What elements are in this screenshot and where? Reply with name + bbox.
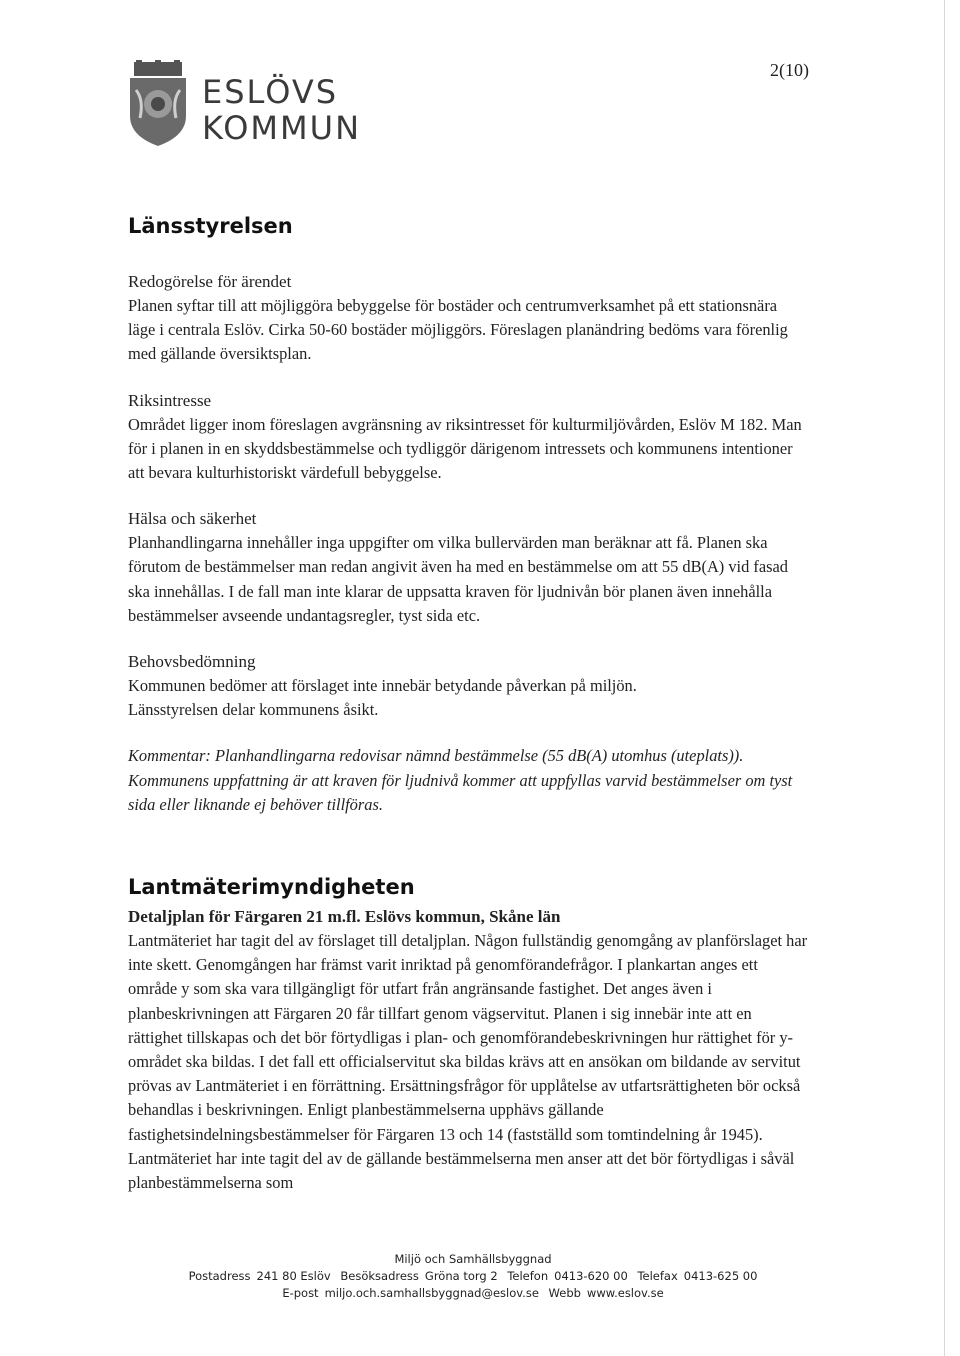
section-redogorelse xyxy=(128,270,808,367)
riksintresse-heading: Riksintresse xyxy=(128,390,212,410)
redogorelse-text: Planen syftar till att möjliggöra bebyggelse för bostäder och centrumverksamhet på ett stationsnära läge i centrala Eslöv. Cirka 50-60 bostäder möjliggörs. Föreslagen planändring bedöms vara förenlig med gällande översiktsplan. xyxy=(128,296,788,364)
footer-postadress: 241 80 Eslöv xyxy=(256,1269,331,1283)
footer-telefon: 0413-620 00 xyxy=(554,1269,628,1283)
behov-heading: Behovsbedömning xyxy=(128,652,256,672)
footer-telefax-label: Telefax xyxy=(637,1269,678,1283)
behov-line-2: Länsstyrelsen delar kommunens åsikt. xyxy=(128,700,379,720)
halsa-text: Planhandlingarna innehåller inga uppgifter om vilka bullervärden man beräknar att få. Planen ska förutom de bestämmelser man redan angivit även ha med en bestämmelse om att 55 dB(A) vid fasad ska innehållas. I de fall man inte klarar de uppsatta kraven för ljudnivån bör planen även innehålla bestämmelser avseende undantagsregler, tyst sida etc. xyxy=(128,533,788,625)
footer-besoksadress-label: Besöksadress xyxy=(340,1269,419,1283)
footer-department: Miljö och Samhällsbyggnad xyxy=(394,1252,552,1266)
heading-lantmaterimyndigheten: Lantmäterimyndigheten xyxy=(128,875,415,900)
footer-telefon-label: Telefon xyxy=(507,1269,549,1283)
footer-contact-line xyxy=(0,1285,946,1302)
behov-line-1: Kommunen bedömer att förslaget inte innebär betydande påverkan på miljön. xyxy=(128,676,637,696)
page-number: 2(10) xyxy=(770,60,809,80)
coat-of-arms-icon xyxy=(126,60,190,146)
lantmateri-text: Lantmäteriet har tagit del av förslaget till detaljplan. Någon fullständig genomgång av planförslaget har inte skett. Genomgången har främst varit inriktad på genomförandefrågor. I plankartan anges ett område y som ska vara tillgängligt för utfart från angränsande fastighet. Det anges även i planbeskrivningen att Färgaren 20 får tillfart genom vägservitut. Planen i sig innebär inte att en rättighet tillskapas och det bör förtydligas i plan- och genomförandebeskrivningen hur rättighet för y-området ska bildas. I det fall ett officialservitut ska bildas krävs att en ansökan om bildande av servitut prövas av Lantmäteriet i en förrättning. Ersättningsfrågor för upplåtelse av utfartsrättigheten bör också behandlas i beskrivningen. Enligt planbestämmelserna upphävs gällande fastighetsindelningsbestämmelser för Färgaren 13 och 14 (fastställd som tomtindelning år 1945). Lantmäteriet har inte tagit del av de gällande bestämmelserna men anser att det bör förtydligas i såväl planbestämmelserna som xyxy=(128,931,808,1193)
heading-lansstyrelsen: Länsstyrelsen xyxy=(128,214,293,238)
logo-line-1: ESLÖVS xyxy=(202,73,339,111)
footer-address-line xyxy=(0,1268,946,1285)
kommentar-line-2: Kommunens uppfattning är att kraven för ljudnivå kommer att uppfyllas varvid bestämmelser om tyst sida eller liknande ej behöver tillföras. xyxy=(128,770,793,814)
section-lantmateri xyxy=(128,905,808,1195)
scan-edge-line xyxy=(944,0,945,1356)
halsa-heading: Hälsa och säkerhet xyxy=(128,509,257,529)
letter-footer xyxy=(0,1251,946,1302)
footer-epost[interactable]: miljo.och.samhallsbyggnad@eslov.se xyxy=(324,1286,539,1300)
redogorelse-heading: Redogörelse för ärendet xyxy=(128,272,292,291)
riksintresse-text: Området ligger inom föreslagen avgränsning av riksintresset för kulturmiljövården, Eslöv M 182. Man för i planen in en skyddsbestämmelse och tydliggör därigenom intressets och kommunens intentioner att bevara kulturhistoriskt värdefull bebyggelse. xyxy=(128,414,802,483)
section-behovsbedomning xyxy=(128,650,808,722)
letter-body xyxy=(128,214,808,1217)
footer-webb-label: Webb xyxy=(548,1286,581,1300)
footer-webb[interactable]: www.eslov.se xyxy=(586,1286,664,1300)
section-halsa xyxy=(128,507,808,628)
footer-postadress-label: Postadress xyxy=(188,1269,251,1283)
footer-epost-label: E-post xyxy=(282,1286,319,1300)
footer-telefax: 0413-625 00 xyxy=(683,1269,758,1283)
municipality-logo xyxy=(126,60,366,150)
kommentar-line-1: Kommentar: Planhandlingarna redovisar nämnd bestämmelse (55 dB(A) utomhus (uteplats)). xyxy=(128,746,744,766)
logo-wordmark xyxy=(202,74,361,146)
section-riksintresse xyxy=(128,389,808,486)
section-kommentar xyxy=(128,744,808,817)
lantmateri-subheading: Detaljplan för Färgaren 21 m.fl. Eslövs kommun, Skåne län xyxy=(128,907,561,927)
logo-line-2: KOMMUN xyxy=(202,109,361,147)
footer-besoksadress: Gröna torg 2 xyxy=(424,1269,498,1283)
